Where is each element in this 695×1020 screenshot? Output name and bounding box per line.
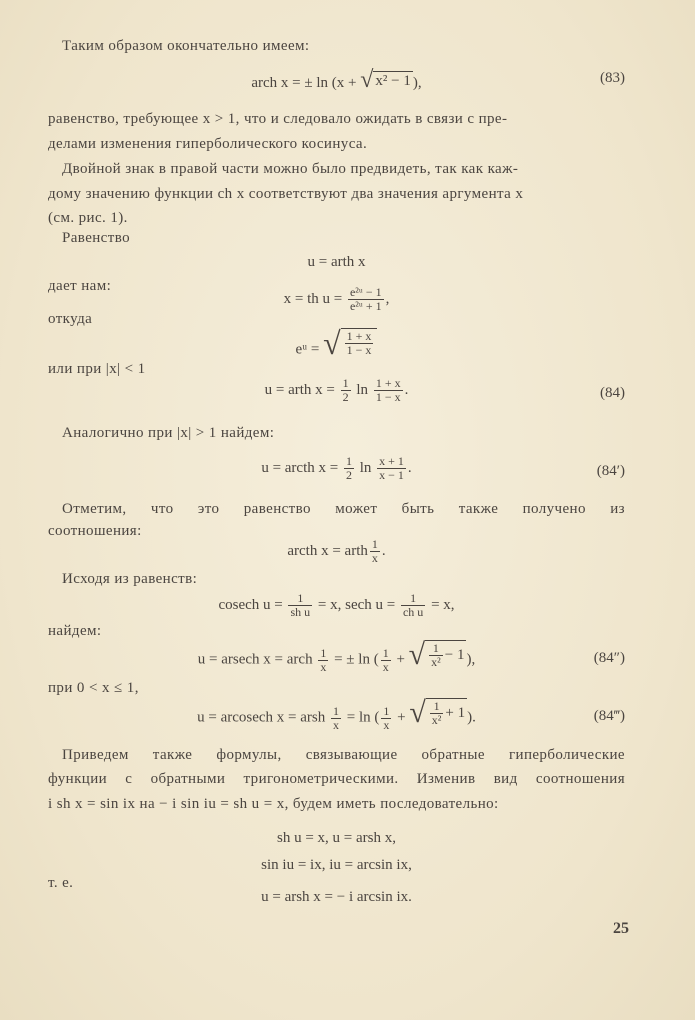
paragraph-line: откуда bbox=[48, 311, 93, 327]
equation-arcth bbox=[48, 538, 625, 565]
paragraph-line: Отметим, что это равенство может быть также получено из bbox=[62, 501, 625, 517]
equation-label: (84‴) bbox=[593, 708, 625, 724]
equation-84-prime bbox=[48, 455, 625, 482]
equation-text: ), bbox=[412, 75, 422, 91]
paragraph-line: дому значению функции ch x соответствуют два значения аргумента x bbox=[48, 186, 524, 202]
paragraph-line: функции с обратными тригонометрическими. Изменив вид соотношения bbox=[48, 771, 625, 787]
equation-text: u = arcth x = bbox=[261, 459, 339, 476]
denominator: 1 − x bbox=[346, 343, 372, 357]
equation-text: u = arcosech x = arsh bbox=[197, 709, 326, 726]
equation-label: (83) bbox=[600, 70, 625, 86]
fraction bbox=[345, 330, 374, 357]
numerator: e²ᵘ − 1 bbox=[349, 285, 382, 299]
paragraph-line: т. е. bbox=[48, 875, 74, 891]
numerator: x + 1 bbox=[379, 454, 404, 468]
denominator: x² bbox=[431, 655, 441, 669]
paragraph-line: Аналогично при |x| > 1 найдем: bbox=[62, 425, 275, 441]
denominator: x bbox=[382, 659, 389, 674]
numerator: 1 bbox=[383, 703, 390, 718]
paragraph-line: при 0 < x ≤ 1, bbox=[48, 680, 139, 696]
denominator: 1 − x bbox=[375, 390, 401, 404]
equation-text: = x, sech u = bbox=[317, 596, 396, 613]
denominator: 2 bbox=[345, 468, 352, 482]
denominator: x² bbox=[431, 713, 442, 727]
equation-text: + bbox=[396, 651, 405, 668]
numerator: 1 bbox=[332, 703, 339, 718]
equation-text: ). bbox=[467, 709, 476, 726]
sqrt: √ $\frac{1 + x}{1 - x}$ bbox=[323, 328, 377, 357]
equation-eu bbox=[48, 324, 625, 361]
equation-label: (84″) bbox=[593, 650, 625, 666]
equation-text: arcth x = arth bbox=[287, 542, 368, 559]
equation-text: ), bbox=[466, 651, 476, 668]
paragraph-line: Таким образом окончательно имеем: bbox=[62, 38, 310, 54]
paragraph-line: равенство, требующее x > 1, что и следовало ожидать в связи с пре- bbox=[48, 111, 508, 127]
equation-text: u = arsech x = arch bbox=[197, 651, 313, 668]
fraction bbox=[381, 647, 391, 674]
fraction bbox=[331, 705, 341, 732]
sqrt: √ $\frac{1}{\text{x²}}$ − 1 bbox=[408, 637, 465, 671]
equation-text: + 1 bbox=[445, 705, 466, 721]
denominator: e²ᵘ + 1 bbox=[349, 299, 382, 313]
fraction bbox=[348, 286, 384, 313]
equation-text: = x, bbox=[431, 596, 455, 613]
sqrt: √ $\frac{1}{\text{x²}}$ + 1 bbox=[409, 695, 466, 729]
paragraph-line: или при |x| < 1 bbox=[48, 361, 146, 377]
denominator: x bbox=[383, 717, 390, 732]
denominator: x − 1 bbox=[379, 468, 404, 482]
numerator: 1 bbox=[345, 454, 352, 468]
paragraph-line: i sh x = sin ix на − i sin iu = sh u = x, будем иметь последовательно: bbox=[48, 796, 499, 812]
numerator: 1 bbox=[430, 700, 444, 714]
fraction bbox=[377, 455, 406, 482]
equation-text: . bbox=[407, 459, 412, 476]
radicand: x² − 1 bbox=[375, 72, 411, 89]
fraction bbox=[370, 538, 380, 565]
equation-text: cosech u = bbox=[218, 596, 283, 613]
paragraph-line: найдем: bbox=[48, 623, 102, 639]
denominator: ch u bbox=[402, 605, 424, 619]
denominator: x bbox=[320, 659, 327, 674]
denominator: x bbox=[371, 551, 378, 565]
equation-text: x = th u = bbox=[283, 290, 343, 307]
equation-text: − 1 bbox=[444, 647, 465, 663]
equation-84 bbox=[48, 377, 625, 404]
equation-label: (84′) bbox=[596, 463, 625, 479]
numerator: 1 bbox=[382, 645, 389, 660]
equation-text: = ln ( bbox=[346, 709, 380, 726]
numerator: 1 bbox=[288, 592, 312, 606]
equation-text: . bbox=[381, 542, 386, 559]
equation-sh: sh u = x, u = arsh x, bbox=[277, 830, 396, 846]
equation-text: , bbox=[385, 290, 390, 307]
fraction bbox=[288, 592, 312, 619]
fraction bbox=[374, 377, 403, 404]
paragraph-line: Исходя из равенств: bbox=[62, 571, 198, 587]
paragraph-line: соотношения: bbox=[48, 523, 142, 539]
fraction bbox=[341, 377, 351, 404]
fraction bbox=[344, 455, 354, 482]
equation-84-double-prime bbox=[48, 637, 625, 674]
numerator: 1 bbox=[429, 642, 443, 656]
equation-cosech bbox=[48, 592, 625, 619]
equation-th bbox=[48, 286, 625, 313]
equation-text: + bbox=[397, 709, 406, 726]
equation-arth: u = arth x bbox=[307, 254, 366, 270]
equation-text: . bbox=[404, 381, 409, 398]
fraction bbox=[429, 642, 443, 669]
denominator: x bbox=[332, 717, 339, 732]
paragraph-line: Приведем также формулы, связывающие обратные гиперболические bbox=[62, 747, 625, 763]
equation-sin: sin iu = ix, iu = arcsin ix, bbox=[261, 857, 412, 873]
fraction bbox=[430, 700, 444, 727]
numerator: 1 bbox=[320, 645, 327, 660]
numerator: 1 bbox=[342, 376, 349, 390]
numerator: 1 + x bbox=[375, 376, 401, 390]
equation-text: eᵘ = bbox=[295, 341, 320, 358]
equation-84-triple-prime bbox=[48, 695, 625, 732]
paragraph-line: Двойной знак в правой части можно было предвидеть, так как каж- bbox=[62, 161, 519, 177]
fraction bbox=[401, 592, 425, 619]
numerator: 1 + x bbox=[346, 329, 372, 343]
numerator: 1 bbox=[371, 537, 378, 551]
denominator: sh u bbox=[290, 605, 311, 619]
paragraph-line: Равенство bbox=[62, 230, 130, 246]
fraction bbox=[381, 705, 391, 732]
equation-83 bbox=[48, 67, 625, 93]
equation-text: arch x = ± ln (x + bbox=[251, 75, 361, 91]
sqrt: √ x² − 1 bbox=[360, 67, 411, 93]
equation-text: = ± ln ( bbox=[334, 651, 379, 668]
paragraph-line: дает нам: bbox=[48, 278, 112, 294]
equation-text: ln bbox=[356, 381, 369, 398]
paragraph-line: (см. рис. 1). bbox=[48, 210, 128, 226]
numerator: 1 bbox=[401, 592, 425, 606]
equation-text: u = arth x = bbox=[264, 381, 335, 398]
page-number: 25 bbox=[613, 920, 629, 937]
equation-label: (84) bbox=[600, 385, 625, 401]
paragraph-line: делами изменения гиперболического косинуса. bbox=[48, 136, 368, 152]
fraction bbox=[318, 647, 328, 674]
equation-text: ln bbox=[359, 459, 372, 476]
equation-final: u = arsh x = − i arcsin ix. bbox=[261, 889, 412, 905]
denominator: 2 bbox=[342, 390, 349, 404]
